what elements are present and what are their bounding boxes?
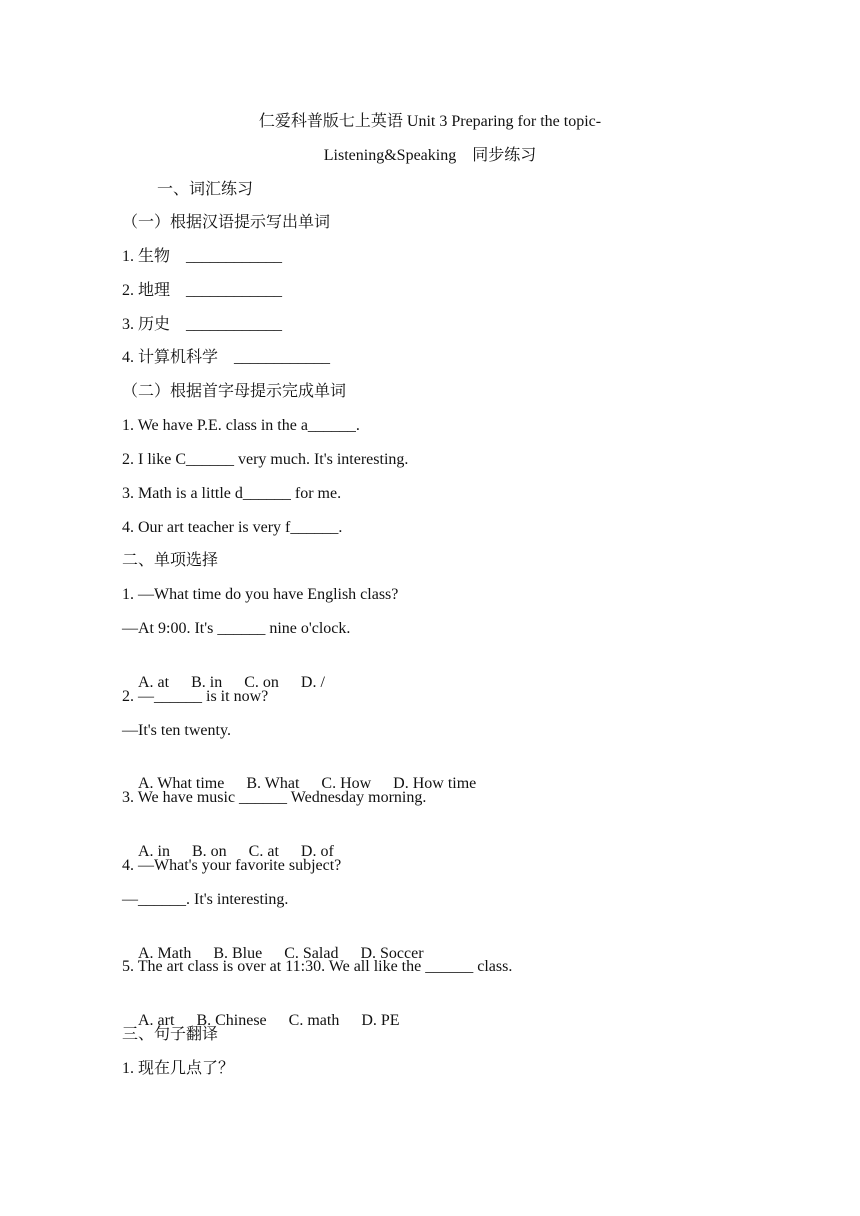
question-1-stem: 1. —What time do you have English class? [122,586,399,603]
option-d: D. PE [361,1012,400,1029]
option-a: A. What time [138,775,225,792]
option-a: A. art [138,1012,175,1029]
option-c: C. at [248,843,279,860]
question-2-options [122,754,477,792]
option-b: B. What [246,775,300,792]
option-a: A. at [138,674,170,691]
vocab-item-4: 4. 计算机科学 ____________ [122,349,331,366]
option-c: C. math [288,1012,340,1029]
letter-item-2: 2. I like C______ very much. It's interesting. [122,451,409,468]
question-4-stem: 4. —What's your favorite subject? [122,857,342,874]
option-d: D. Soccer [360,945,424,962]
section-1a-heading: （一）根据汉语提示写出单词 [122,214,331,231]
question-1-options [122,653,325,691]
option-c: C. How [321,775,372,792]
option-d: D. / [300,674,325,691]
translation-item-1: 1. 现在几点了？ [122,1060,235,1077]
vocab-item-2: 2. 地理 ____________ [122,282,283,299]
question-2-answer-line: —It's ten twenty. [122,722,231,739]
letter-item-4: 4. Our art teacher is very f______. [122,519,343,536]
vocab-item-3: 3. 历史 ____________ [122,316,283,333]
option-a: A. Math [138,945,192,962]
letter-item-1: 1. We have P.E. class in the a______. [122,417,360,434]
title-line-2: Listening&Speaking 同步练习 [323,147,537,164]
section-1-heading: 一、词汇练习 [157,181,254,198]
vocab-item-1: 1. 生物 ____________ [122,248,283,265]
option-b: B. Blue [213,945,263,962]
option-d: D. How time [393,775,477,792]
question-5-stem: 5. The art class is over at 11:30. We all like the ______ class. [122,958,513,975]
option-b: B. on [192,843,227,860]
option-c: C. on [244,674,279,691]
question-5-options [122,991,400,1029]
section-2-heading: 二、单项选择 [122,552,219,569]
question-4-answer-line: —______. It's interesting. [122,891,289,908]
section-1b-heading: （二）根据首字母提示完成单词 [122,383,347,400]
letter-item-3: 3. Math is a little d______ for me. [122,485,342,502]
section-3-heading: 三、句子翻译 [122,1026,219,1043]
question-3-options [122,822,334,860]
question-4-options [122,924,424,962]
title-line-1: 仁爱科普版七上英语 Unit 3 Preparing for the topic- [258,113,602,130]
option-c: C. Salad [284,945,339,962]
question-2-stem: 2. —______ is it now? [122,688,269,705]
option-b: B. in [191,674,223,691]
option-b: B. Chinese [196,1012,267,1029]
question-1-answer-line: —At 9:00. It's ______ nine o'clock. [122,620,351,637]
option-a: A. in [138,843,170,860]
option-d: D. of [300,843,334,860]
question-3-stem: 3. We have music ______ Wednesday morning. [122,789,427,806]
